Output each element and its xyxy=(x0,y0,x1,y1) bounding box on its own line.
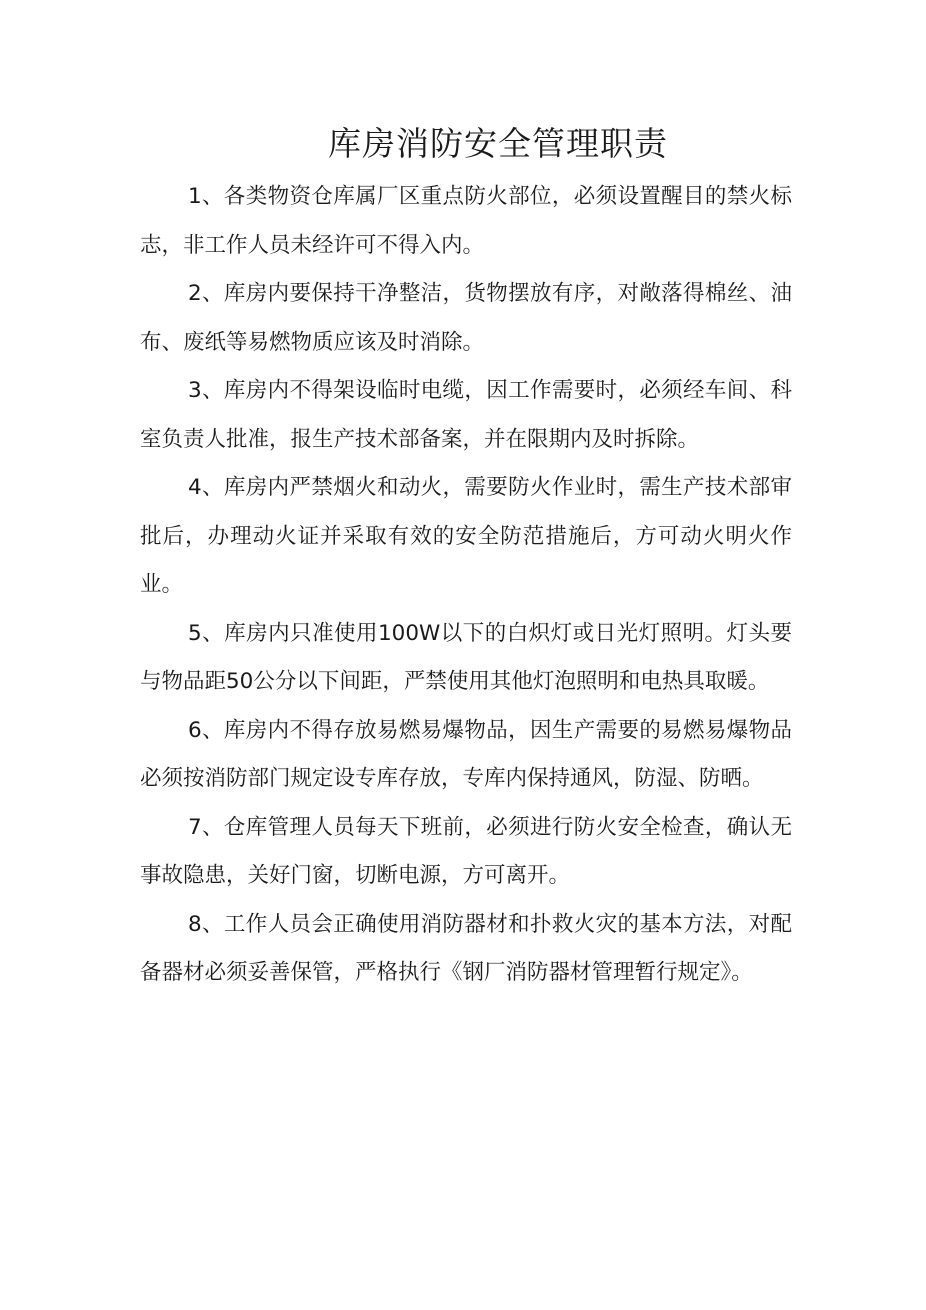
paragraph-4: 4、库房内严禁烟火和动火，需要防火作业时，需生产技术部审批后，办理动火证并采取有效的安全防范措施后，方可动火明火作业。 xyxy=(140,475,792,597)
paragraph-8: 8、工作人员会正确使用消防器材和扑救火灾的基本方法，对配备器材必须妥善保管，严格执行《钢厂消防器材管理暂行规定》。 xyxy=(140,911,792,985)
paragraph-2: 2、库房内要保持干净整洁，货物摆放有序，对敞落得棉丝、油布、废纸等易燃物质应该及时消除。 xyxy=(140,281,792,355)
paragraph-5: 5、库房内只准使用100W以下的白炽灯或日光灯照明。灯头要与物品距50公分以下间距，严禁使用其他灯泡照明和电热具取暖。 xyxy=(140,620,792,694)
paragraph-7: 7、仓库管理人员每天下班前，必须进行防火安全检查，确认无事故隐患，关好门窗，切断电源，方可离开。 xyxy=(140,814,792,888)
document-body xyxy=(140,173,792,998)
paragraph-6: 6、库房内不得存放易燃易爆物品，因生产需要的易燃易爆物品必须按消防部门规定设专库存放，专库内保持通风，防湿、防晒。 xyxy=(140,717,792,791)
paragraph-3: 3、库房内不得架设临时电缆，因工作需要时，必须经车间、科室负责人批准，报生产技术部备案，并在限期内及时拆除。 xyxy=(140,378,792,452)
document-title: 库房消防安全管理职责 xyxy=(328,124,668,163)
paragraph-1: 1、各类物资仓库属厂区重点防火部位，必须设置醒目的禁火标志，非工作人员未经许可不得入内。 xyxy=(140,184,792,258)
